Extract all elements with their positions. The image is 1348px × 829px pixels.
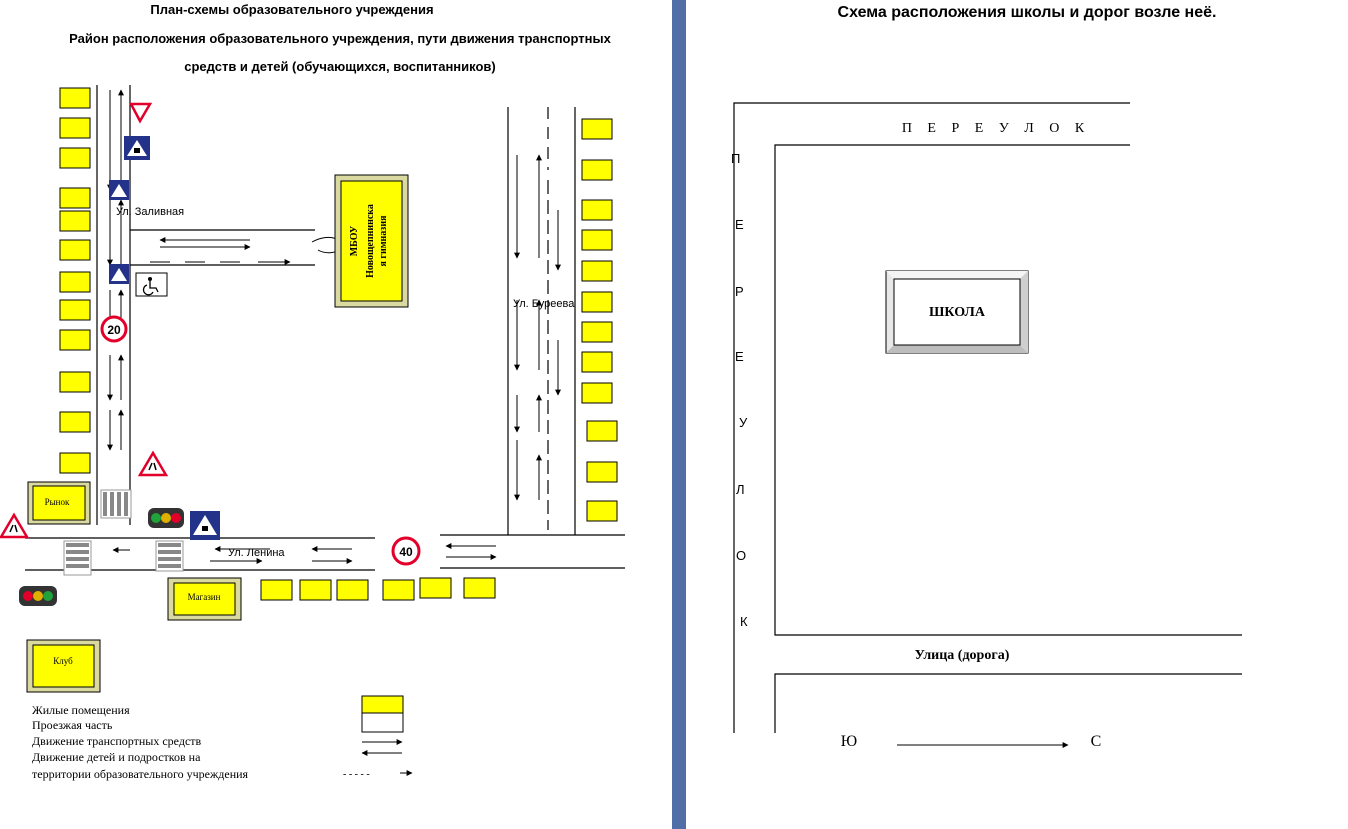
legend-item-roadway: Проезжая часть (32, 718, 113, 732)
house (60, 211, 90, 231)
house (60, 272, 90, 292)
house (582, 119, 612, 139)
yield-sign-icon (131, 104, 150, 121)
left-title-2: Район расположения образовательного учреждения, пути движения транспортных (69, 31, 611, 46)
road-lenina (25, 535, 625, 570)
house (582, 230, 612, 250)
crossing-sign-icon (190, 511, 220, 540)
lane-letter: Р (735, 284, 744, 299)
house (60, 412, 90, 432)
houses-right (582, 119, 617, 521)
houses-bottom (261, 578, 495, 600)
school-box (886, 271, 1028, 353)
house (587, 462, 617, 482)
school-label-3: я гимназия (378, 215, 389, 267)
house (587, 501, 617, 521)
house (60, 148, 90, 168)
house (582, 160, 612, 180)
left-title-1: План-схемы образовательного учреждения (150, 2, 434, 17)
legend-item-children-2: территории образовательного учреждения (32, 767, 249, 781)
street-zalivnaya-label: Ул. Заливная (116, 206, 185, 218)
zebra-crossing (156, 541, 183, 571)
school-label-1: МБОУ (349, 225, 360, 257)
compass (841, 733, 1102, 750)
club-building (27, 640, 100, 692)
market-label: Рынок (44, 497, 70, 507)
house (383, 580, 414, 600)
house (60, 300, 90, 320)
speed-limit-40-icon (393, 538, 419, 564)
house (60, 88, 90, 108)
house (582, 352, 612, 372)
lane-top-label: П Е Р Е У Л О К (901, 121, 1091, 136)
lane-roads (734, 103, 1242, 733)
school-building (335, 175, 408, 307)
house (420, 578, 451, 598)
lane-letter: У (739, 415, 748, 430)
house (337, 580, 368, 600)
house (261, 580, 292, 600)
street-bureeva-label: Ул. Буреева (513, 298, 575, 310)
house (300, 580, 331, 600)
school-label: ШКОЛА (929, 305, 985, 320)
house (60, 118, 90, 138)
house (582, 322, 612, 342)
lane-letter: О (736, 548, 747, 563)
house (582, 261, 612, 281)
children-sign-icon (1, 515, 27, 537)
speed-40-label: 40 (399, 545, 413, 559)
house (582, 292, 612, 312)
house (60, 372, 90, 392)
legend-item-housing: Жилые помещения (32, 703, 130, 717)
shop-building (168, 578, 241, 620)
speed-20-label: 20 (107, 323, 121, 337)
houses-left (60, 88, 90, 473)
legend (32, 696, 412, 781)
house (60, 453, 90, 473)
lane-letter: Л (736, 482, 745, 497)
legend-swatch-roadway (362, 713, 403, 732)
house (582, 200, 612, 220)
lane-letter: Е (735, 349, 744, 364)
legend-item-traffic: Движение транспортных средств (32, 734, 202, 748)
left-header (69, 2, 611, 74)
street-lenina-label: Ул. Ленина (228, 547, 285, 559)
legend-dashes: - - - - - (343, 769, 370, 780)
legend-item-children-1: Движение детей и подростков на (32, 750, 201, 764)
road-bureeva (508, 107, 575, 535)
house (587, 421, 617, 441)
lane-letter: П (731, 151, 741, 166)
left-title-3: средств и детей (обучающихся, воспитанников) (184, 59, 496, 74)
school-label-2: Новощепнинска (365, 204, 376, 278)
shop-label: Магазин (187, 592, 221, 602)
zebra-crossing (64, 541, 91, 575)
zebra-crossing (101, 490, 131, 518)
road-bureeva-arrows (517, 155, 558, 500)
children-sign-icon (140, 453, 166, 475)
legend-swatch-housing (362, 696, 403, 713)
street-label: Улица (дорога) (914, 648, 1010, 663)
crossing-sign-icon (109, 180, 129, 200)
house (60, 330, 90, 350)
crossing-sign-icon (124, 136, 150, 160)
lane-letter: Е (735, 217, 744, 232)
lane-letter: К (740, 614, 748, 629)
crossing-sign-icon (109, 264, 129, 284)
house (60, 240, 90, 260)
club-label: Клуб (53, 656, 73, 666)
speed-limit-20-icon (102, 317, 126, 341)
north-label: С (1090, 733, 1102, 750)
page-divider (672, 0, 686, 829)
market-building (28, 482, 90, 524)
house (60, 188, 90, 208)
traffic-light-icon (19, 586, 57, 606)
right-title: Схема расположения школы и дорог возле неё. (837, 4, 1217, 21)
disabled-sign-icon (136, 273, 167, 296)
house (582, 383, 612, 403)
house (464, 578, 495, 598)
south-label: Ю (840, 733, 858, 750)
traffic-light-icon (148, 508, 184, 528)
